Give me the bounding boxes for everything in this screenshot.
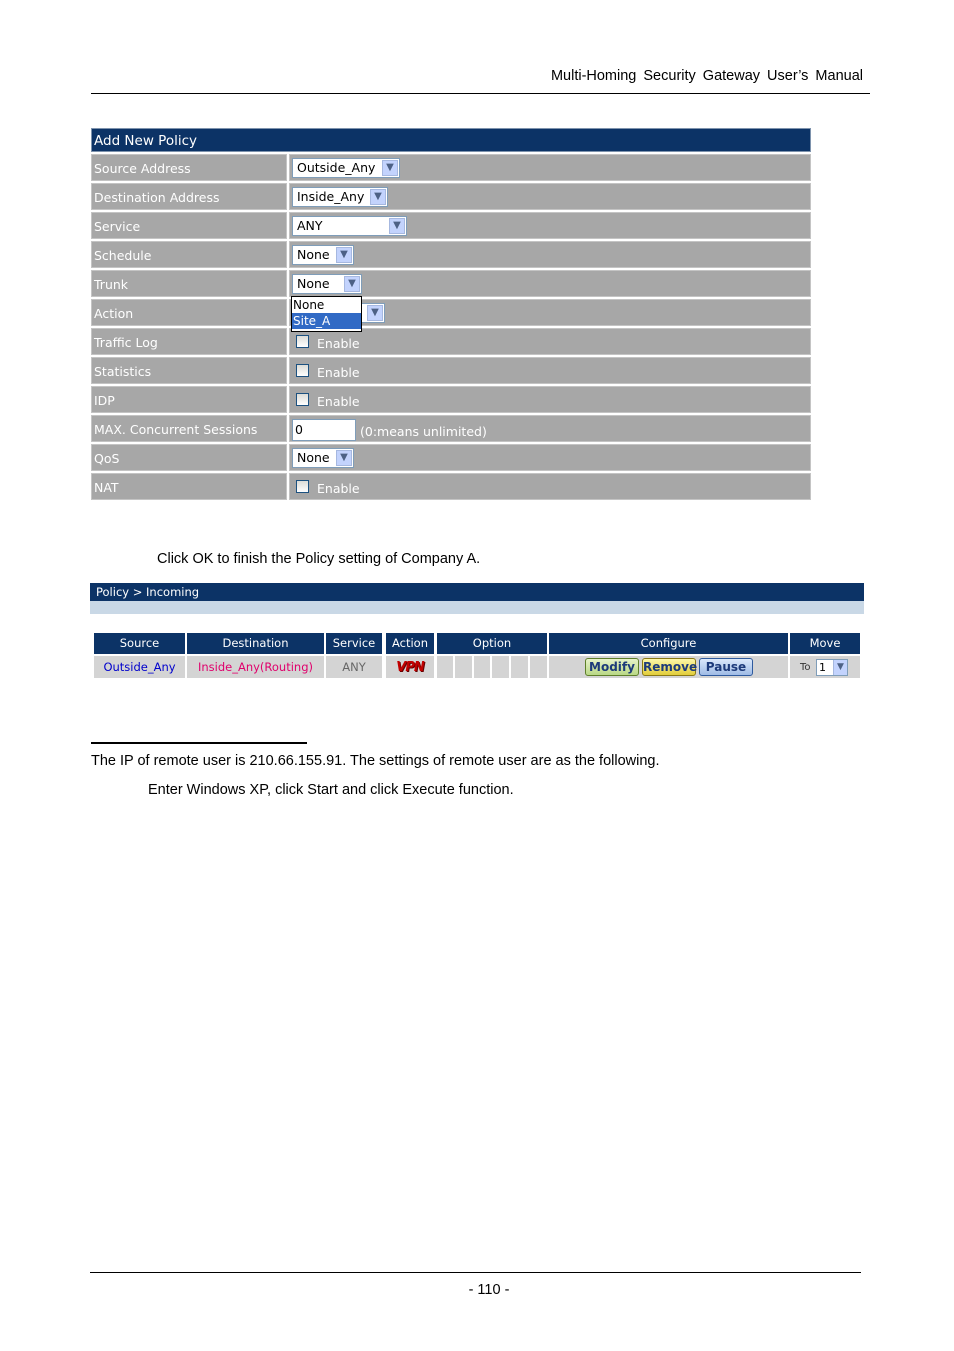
dropdown-option-site-a[interactable]: Site_A <box>292 313 361 329</box>
nat-checkbox[interactable] <box>296 480 309 493</box>
col-action: Action <box>386 633 434 654</box>
qos-label: QoS <box>91 444 287 471</box>
schedule-label: Schedule <box>91 241 287 268</box>
col-move: Move <box>790 633 860 654</box>
option-slot <box>530 656 547 678</box>
col-configure: Configure <box>549 633 788 654</box>
remove-button[interactable]: Remove <box>643 660 698 674</box>
source-address-select[interactable]: Outside_Any ▼ <box>292 158 400 178</box>
row-schedule <box>91 241 811 268</box>
page-number: - 110 - <box>468 1282 510 1298</box>
windows-step-paragraph: Enter Windows XP, click Start and click Execute function. <box>148 782 514 798</box>
row-source: Outside_Any <box>94 656 185 678</box>
row-destination-address <box>91 183 811 210</box>
form-title: Add New Policy <box>91 128 811 152</box>
destination-address-select[interactable]: Inside_Any ▼ <box>292 187 388 207</box>
nat-label: NAT <box>91 473 287 500</box>
service-select[interactable]: ANY ▼ <box>292 216 407 236</box>
row-destination: Inside_Any(Routing) <box>187 656 324 678</box>
chevron-down-icon: ▼ <box>382 160 398 176</box>
policy-subbar <box>90 601 864 614</box>
idp-enable-label: Enable <box>317 394 360 409</box>
chevron-down-icon: ▼ <box>344 276 360 292</box>
idp-checkbox[interactable] <box>296 393 309 406</box>
vpn-icon: VPN <box>396 660 424 675</box>
trunk-select[interactable]: None ▼ <box>292 274 362 294</box>
row-configure <box>549 656 788 678</box>
add-new-policy-form <box>91 128 811 500</box>
row-nat <box>91 473 811 500</box>
statistics-checkbox[interactable] <box>296 364 309 377</box>
col-service: Service <box>326 633 382 654</box>
row-traffic-log <box>91 328 811 355</box>
service-label: Service <box>91 212 287 239</box>
max-sessions-input[interactable]: 0 <box>292 419 356 441</box>
traffic-log-enable-label: Enable <box>317 336 360 351</box>
traffic-log-label: Traffic Log <box>91 328 287 355</box>
max-sessions-label: MAX. Concurrent Sessions <box>91 415 287 442</box>
action-dropdown-list <box>291 296 362 332</box>
policy-breadcrumb: Policy > Incoming <box>90 583 864 601</box>
idp-label: IDP <box>91 386 287 413</box>
modify-button[interactable]: Modify <box>585 658 639 676</box>
step-instruction: Click OK to finish the Policy setting of Company A. <box>157 551 481 567</box>
col-source: Source <box>94 633 185 654</box>
chevron-down-icon: ▼ <box>367 305 383 321</box>
row-idp <box>91 386 811 413</box>
row-action <box>386 656 434 678</box>
qos-select[interactable]: None ▼ <box>292 448 354 468</box>
row-trunk <box>91 270 811 297</box>
chevron-down-icon: ▼ <box>336 450 352 466</box>
chevron-down-icon: ▼ <box>370 189 386 205</box>
row-statistics <box>91 357 811 384</box>
row-service <box>91 212 811 239</box>
action-label: Action <box>91 299 287 326</box>
move-select[interactable]: 1 ▼ <box>816 659 848 676</box>
chevron-down-icon: ▼ <box>336 247 352 263</box>
row-qos <box>91 444 811 471</box>
manual-title: Multi-Homing Security Gateway User’s Manual <box>550 68 863 84</box>
row-max-sessions <box>91 415 811 442</box>
source-address-label: Source Address <box>91 154 287 181</box>
option-slot <box>511 656 528 678</box>
header-divider <box>91 93 870 94</box>
row-source-address <box>91 154 811 181</box>
row-service: ANY <box>326 656 382 678</box>
chevron-down-icon: ▼ <box>833 660 847 675</box>
trunk-label: Trunk <box>91 270 287 297</box>
option-slot <box>437 656 453 678</box>
option-slot <box>474 656 490 678</box>
statistics-enable-label: Enable <box>317 365 360 380</box>
col-option: Option <box>437 633 547 654</box>
dropdown-option-none[interactable]: None <box>293 298 325 312</box>
destination-address-label: Destination Address <box>91 183 287 210</box>
remote-user-paragraph: The IP of remote user is 210.66.155.91. The settings of remote user are as the following. <box>91 753 660 769</box>
option-slot <box>455 656 472 678</box>
section-divider <box>91 742 307 744</box>
footer-divider <box>90 1272 861 1273</box>
move-to-label: To <box>800 662 811 673</box>
row-action <box>91 299 811 326</box>
row-move <box>790 656 860 678</box>
nat-enable-label: Enable <box>317 481 360 496</box>
max-sessions-hint: (0:means unlimited) <box>360 424 487 439</box>
pause-button[interactable]: Pause <box>699 658 753 676</box>
traffic-log-checkbox[interactable] <box>296 335 309 348</box>
statistics-label: Statistics <box>91 357 287 384</box>
col-destination: Destination <box>187 633 324 654</box>
option-slot <box>492 656 509 678</box>
schedule-select[interactable]: None ▼ <box>292 245 354 265</box>
chevron-down-icon: ▼ <box>389 218 405 234</box>
